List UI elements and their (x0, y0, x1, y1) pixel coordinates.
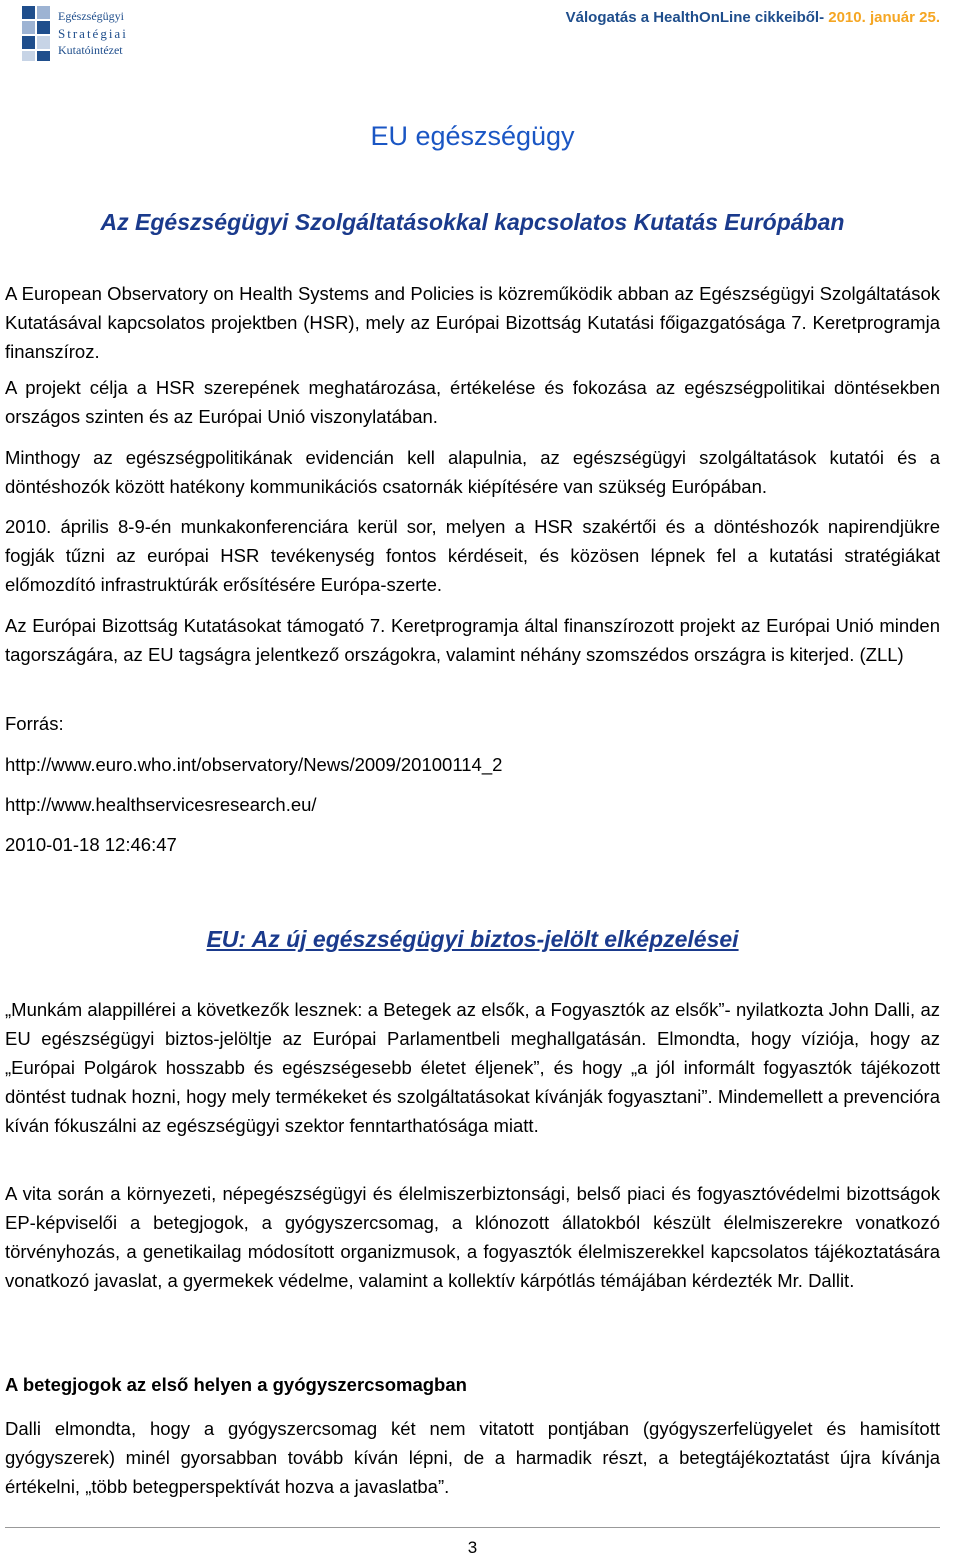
section-title: EU egészségügy (370, 121, 575, 151)
source-link-1[interactable]: http://www.euro.who.int/observatory/News/2009/20100114_2 (5, 754, 503, 775)
logo-squares-icon (22, 6, 52, 62)
article-1-timestamp: 2010-01-18 12:46:47 (5, 834, 177, 855)
institute-logo (22, 6, 142, 64)
article-2-paragraph-1: „Munkám alappillérei a következők lesznek: a Betegek az elsők, a Fogyasztók az elsők”- nyilatkozta John Dalli, az EU egészségügyi biztos-jelöltje az Európai Parlamentbeli meghallgatásán. Elmondta, hogy víziója, hogy az „Európai Polgárok hosszabb és egészségesebb életet éljenek”, és hogy „a jól informált fogyasztók tájékozott döntést tudnak hozni, hogy mely termékeket és szolgáltatásokat kívánják fogyasztani”. Mindemellett a prevencióra kíván fókuszálni az egészségügyi szektor fenntarthatósága miatt. (5, 999, 940, 1136)
header-date: 2010. január 25. (828, 9, 940, 26)
article-2-title: EU: Az új egészségügyi biztos-jelölt elképzelései (206, 926, 739, 952)
article-2-subheading: A betegjogok az első helyen a gyógyszercsomagban (5, 1374, 467, 1395)
logo-wordmark (58, 8, 128, 59)
article-1-paragraph-4: 2010. április 8-9-én munkakonferenciára kerül sor, melyen a HSR szakértői és a döntéshozók napirendjükre fogják tűzni az európai HSR tevékenység fontos kérdéseit, és közösen lépnek fel a kutatási stratégiákat előmozdító infrastruktúrák erősítésére Európa-szerte. (5, 516, 940, 595)
logo-line-1: Egészségügyi (58, 9, 124, 23)
page-number: 3 (467, 1538, 478, 1557)
page-header (0, 0, 960, 70)
header-caption (566, 9, 940, 26)
source-label: Forrás: (5, 713, 64, 734)
header-title: Válogatás a HealthOnLine cikkeiből- (565, 9, 829, 26)
footer-divider (5, 1527, 940, 1528)
logo-line-3: Kutatóintézet (58, 43, 123, 57)
article-1-paragraph-1: A European Observatory on Health Systems and Policies is közreműködik abban az Egészségügyi Szolgáltatások Kutatásával kapcsolatos projektben (HSR), mely az Európai Bizottság Kutatási főigazgatósága 7. Keretprogramja finanszíroz. (5, 283, 940, 362)
article-2-paragraph-2: A vita során a környezeti, népegészségügyi és élelmiszerbiztonsági, belső piaci és fogyasztóvédelmi bizottságok EP-képviselői a betegjogok, a gyógyszercsomag, a klónozott állatokból készült élelmiszerekre vonatkozó törvényhozás, a genetikailag módosított organizmusok, a fogyasztók élelmiszerekkel kapcsolatos tájékoztatására vonatkozó javaslat, a gyermekek védelme, valamint a kollektív kárpótlás témájában kérdezték Mr. Dallit. (5, 1183, 940, 1291)
logo-line-2: Stratégiai (58, 26, 128, 41)
article-1-paragraph-2: A projekt célja a HSR szerepének meghatározása, értékelése és fokozása az egészségpolitikai döntésekben országos szinten és az Európai Unió viszonylatában. (5, 377, 940, 427)
article-1-paragraph-3: Minthogy az egészségpolitikának evidencián kell alapulnia, az egészségügyi szolgáltatások kutatói és a döntéshozók között hatékony kommunikációs csatornák kiépítésére van szükség Európában. (5, 447, 940, 497)
article-1-paragraph-5: Az Európai Bizottság Kutatásokat támogató 7. Keretprogramja által finanszírozott projekt az Európai Unió minden tagországára, az EU tagságra jelentkező országokra, valamint néhány szomszédos országra is kiterjed. (ZLL) (5, 615, 940, 665)
article-1-title: Az Egészségügyi Szolgáltatásokkal kapcsolatos Kutatás Európában (100, 209, 845, 235)
source-link-2[interactable]: http://www.healthservicesresearch.eu/ (5, 794, 317, 815)
article-2-paragraph-3: Dalli elmondta, hogy a gyógyszercsomag két nem vitatott pontjában (gyógyszerfelügyelet és hamisított gyógyszerek) minél gyorsabban tovább kíván lépni, de a harmadik részt, a betegtájékoztatást újra kívánja értékelni, „több betegperspektívát hozva a javaslatba”. (5, 1418, 940, 1497)
